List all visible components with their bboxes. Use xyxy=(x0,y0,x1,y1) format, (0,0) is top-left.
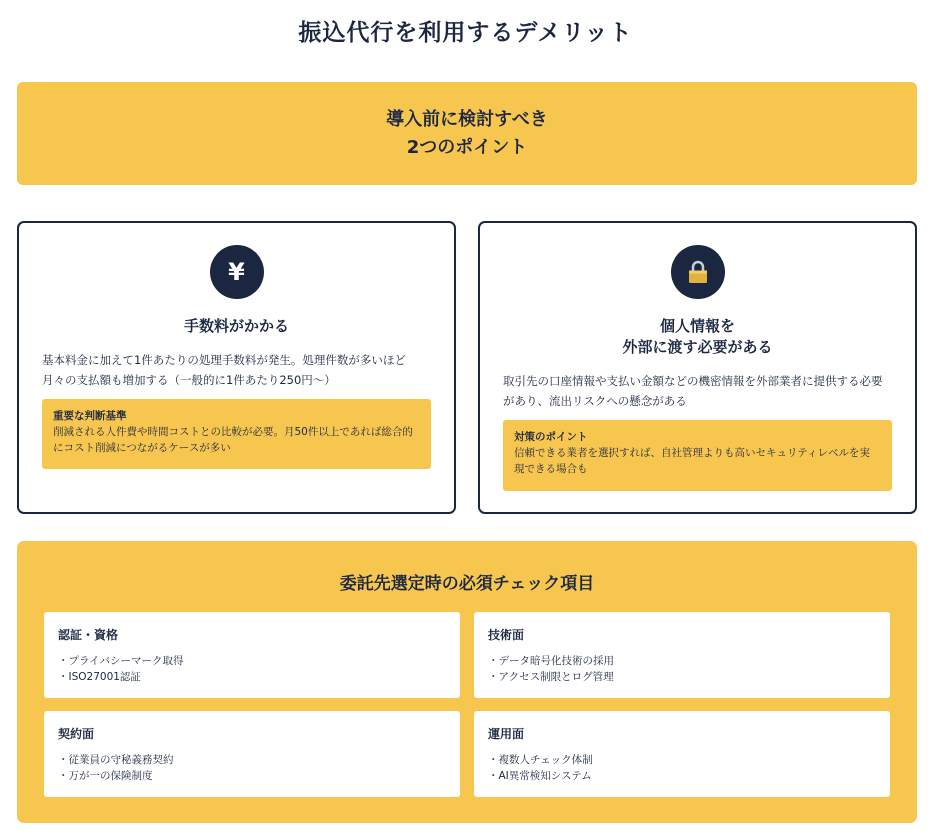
fee-card-note xyxy=(42,399,431,469)
checklist-item-line: ・データ暗号化技術の採用 xyxy=(488,655,614,667)
checklist-item-operation xyxy=(474,711,890,797)
privacy-card-title xyxy=(480,316,915,358)
banner-line-1: 導入前に検討すべき xyxy=(386,108,548,130)
fee-card-desc-line-1: 基本料金に加えて1件あたりの処理手数料が発生。処理件数が多いほど xyxy=(42,353,406,367)
privacy-note-line-1: 信頼できる業者を選択すれば、自社管理よりも高いセキュリティレベルを実 xyxy=(514,447,870,459)
yen-icon: ¥ xyxy=(210,245,264,299)
privacy-note-line-2: 現できる場合も xyxy=(514,463,588,475)
fee-note-line-2: にコスト削減につながるケースが多い xyxy=(53,442,231,454)
checklist-item-contract xyxy=(44,711,460,797)
checklist-item-line: ・アクセス制限とログ管理 xyxy=(488,671,614,683)
fee-card-title-line-1: 手数料がかかる xyxy=(183,317,289,335)
fee-note-line-1: 削減される人件費や時間コストとの比較が必要。月50件以上であれば総合的 xyxy=(53,426,413,438)
checklist-title: 委託先選定時の必須チェック項目 xyxy=(339,574,595,594)
privacy-note-title: 対策のポイント xyxy=(514,431,588,443)
vendor-checklist xyxy=(17,541,917,823)
checklist-item-title: 運用面 xyxy=(488,727,525,741)
checklist-item-line: ・AI異常検知システム xyxy=(488,770,592,782)
checklist-item-line: ・プライバシーマーク取得 xyxy=(58,655,184,667)
lock-icon xyxy=(671,245,725,299)
fee-card-description xyxy=(42,350,434,390)
checklist-item-line: ・従業員の守秘義務契約 xyxy=(58,754,174,766)
checklist-item-title: 技術面 xyxy=(488,628,525,642)
checklist-item-certification xyxy=(44,612,460,698)
points-banner xyxy=(17,82,917,185)
privacy-card xyxy=(478,221,917,514)
privacy-card-note xyxy=(503,420,892,491)
checklist-item-technical xyxy=(474,612,890,698)
privacy-card-desc-line-2: があり、流出リスクへの懸念がある xyxy=(503,394,687,408)
checklist-item-line: ・ISO27001認証 xyxy=(58,671,141,683)
checklist-item-line: ・万が一の保険制度 xyxy=(58,770,153,782)
banner-line-2: 2つのポイント xyxy=(406,136,528,158)
privacy-card-title-line-1: 個人情報を xyxy=(659,317,735,335)
lock-icon-graphic xyxy=(687,260,709,284)
fee-card-desc-line-2: 月々の支払額も増加する（一般的に1件あたり250円〜） xyxy=(42,373,336,387)
fee-card-title xyxy=(19,316,454,337)
privacy-card-description xyxy=(503,371,895,411)
fee-note-title: 重要な判断基準 xyxy=(53,410,127,422)
page-title: 振込代行を利用するデメリット xyxy=(298,20,633,46)
privacy-card-title-line-2: 外部に渡す必要がある xyxy=(622,338,773,356)
checklist-item-line: ・複数人チェック体制 xyxy=(488,754,593,766)
privacy-card-desc-line-1: 取引先の口座情報や支払い金額などの機密情報を外部業者に提供する必要 xyxy=(503,374,883,388)
fee-card xyxy=(17,221,456,514)
checklist-item-title: 契約面 xyxy=(58,727,95,741)
checklist-item-title: 認証・資格 xyxy=(58,628,119,642)
